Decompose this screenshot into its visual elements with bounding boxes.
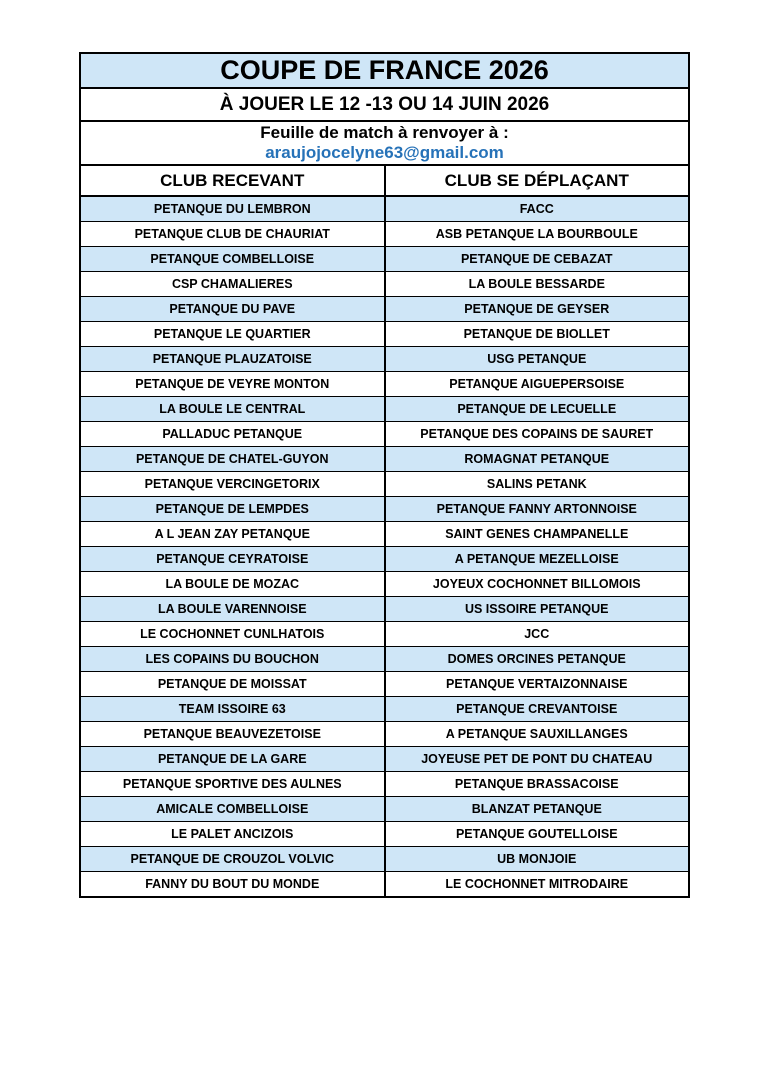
home-club-cell: PETANQUE CLUB DE CHAURIAT [81,222,386,246]
page-title: COUPE DE FRANCE 2026 [81,54,688,89]
away-club-cell: A PETANQUE SAUXILLANGES [445,727,628,741]
table-row [81,672,688,697]
table-row [81,622,688,647]
away-club-cell: JCC [524,627,550,641]
table-row [81,522,688,547]
table-row [81,722,688,747]
away-club-cell: JOYEUX COCHONNET BILLOMOIS [432,577,641,591]
table-row [81,347,688,372]
table-row [81,772,688,797]
home-club-cell: PETANQUE DE VEYRE MONTON [81,372,386,396]
match-table [81,197,688,896]
table-row [81,247,688,272]
away-club-cell: PETANQUE DE BIOLLET [463,327,610,341]
home-club-cell: LE COCHONNET CUNLHATOIS [81,622,386,646]
table-row [81,797,688,822]
away-club-cell: DOMES ORCINES PETANQUE [447,652,626,666]
home-club-cell: LA BOULE LE CENTRAL [81,397,386,421]
home-club-cell: AMICALE COMBELLOISE [81,797,386,821]
home-club-cell: PETANQUE COMBELLOISE [81,247,386,271]
home-club-cell: PETANQUE DE LA GARE [81,747,386,771]
home-club-cell: PETANQUE DU LEMBRON [81,197,386,221]
home-club-cell: PETANQUE LE QUARTIER [81,322,386,346]
home-club-cell: LE PALET ANCIZOIS [81,822,386,846]
home-club-cell: TEAM ISSOIRE 63 [81,697,386,721]
away-club-cell: UB MONJOIE [497,852,577,866]
home-club-cell: PETANQUE CEYRATOISE [81,547,386,571]
table-row [81,747,688,772]
away-club-cell: PETANQUE DE GEYSER [464,302,610,316]
table-row [81,597,688,622]
away-club-cell: PETANQUE DES COPAINS DE SAURET [420,427,654,441]
table-row [81,697,688,722]
match-sheet [79,52,690,898]
home-club-cell: PETANQUE DE CROUZOL VOLVIC [81,847,386,871]
table-row [81,822,688,847]
away-club-cell: PETANQUE GOUTELLOISE [455,827,618,841]
table-row [81,272,688,297]
away-club-cell: US ISSOIRE PETANQUE [464,602,609,616]
email-address: araujojocelyne63@gmail.com [265,143,504,162]
play-dates: À JOUER LE 12 -13 OU 14 JUIN 2026 [81,89,688,122]
table-row [81,397,688,422]
home-club-cell: PETANQUE PLAUZATOISE [81,347,386,371]
home-club-cell: A L JEAN ZAY PETANQUE [81,522,386,546]
table-row [81,647,688,672]
home-club-cell: PETANQUE DU PAVE [81,297,386,321]
home-club-cell: PETANQUE DE MOISSAT [81,672,386,696]
away-club-cell: PETANQUE DE LECUELLE [457,402,617,416]
table-row [81,472,688,497]
home-club-cell: LA BOULE DE MOZAC [81,572,386,596]
away-club-cell: PETANQUE FANNY ARTONNOISE [436,502,637,516]
table-row [81,572,688,597]
away-club-cell: ASB PETANQUE LA BOURBOULE [435,227,638,241]
table-row [81,297,688,322]
away-club-cell: SALINS PETANK [486,477,587,491]
table-row [81,447,688,472]
table-row [81,197,688,222]
away-club-cell: SAINT GENES CHAMPANELLE [445,527,629,541]
away-club-cell: ROMAGNAT PETANQUE [464,452,610,466]
home-club-cell: PETANQUE DE CHATEL-GUYON [81,447,386,471]
away-club-cell: PETANQUE VERTAIZONNAISE [446,677,628,691]
home-club-cell: PETANQUE SPORTIVE DES AULNES [81,772,386,796]
table-row [81,872,688,896]
home-club-cell: PETANQUE BEAUVEZETOISE [81,722,386,746]
home-club-cell: PALLADUC PETANQUE [81,422,386,446]
home-club-cell: CSP CHAMALIERES [81,272,386,296]
home-club-cell: PETANQUE DE LEMPDES [81,497,386,521]
away-club-cell: PETANQUE BRASSACOISE [454,777,619,791]
away-club-cell: PETANQUE CREVANTOISE [456,702,618,716]
table-row [81,322,688,347]
home-club-cell: LES COPAINS DU BOUCHON [81,647,386,671]
away-club-cell: PETANQUE DE CEBAZAT [460,252,613,266]
away-club-cell: LE COCHONNET MITRODAIRE [445,877,629,891]
away-club-cell: JOYEUSE PET DE PONT DU CHATEAU [421,752,653,766]
table-row [81,222,688,247]
table-row [81,547,688,572]
away-club-cell: A PETANQUE MEZELLOISE [454,552,619,566]
away-club-cell: PETANQUE AIGUEPERSOISE [449,377,625,391]
home-club-cell: FANNY DU BOUT DU MONDE [81,872,386,896]
away-club-cell: FACC [519,202,554,216]
home-club-cell: LA BOULE VARENNOISE [81,597,386,621]
table-row [81,372,688,397]
away-club-cell: LA BOULE BESSARDE [468,277,605,291]
home-club-cell: PETANQUE VERCINGETORIX [81,472,386,496]
send-label: Feuille de match à renvoyer à : [260,123,509,142]
away-club-header: CLUB SE DÉPLAÇANT [444,170,629,190]
send-instructions [81,122,688,166]
away-club-cell: BLANZAT PETANQUE [471,802,602,816]
column-headers [81,166,688,197]
table-row [81,422,688,447]
home-club-header: CLUB RECEVANT [81,166,386,195]
away-club-cell: USG PETANQUE [487,352,587,366]
table-row [81,847,688,872]
table-row [81,497,688,522]
